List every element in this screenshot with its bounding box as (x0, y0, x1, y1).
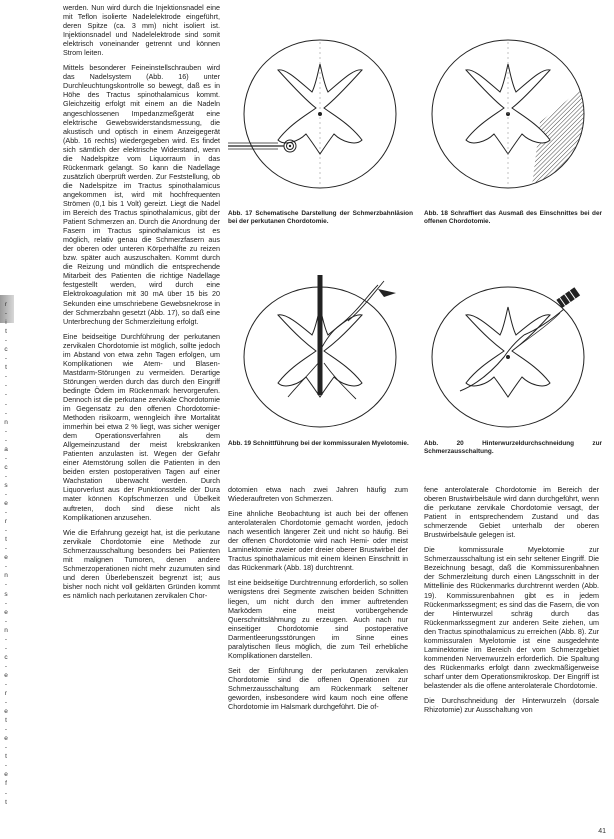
bleed-letter: - (4, 662, 8, 670)
spinal-cord-myelotomy-icon (228, 265, 410, 440)
bleed-letter: - (4, 472, 8, 480)
bleed-letter: - (4, 454, 8, 462)
bleed-letter: - (4, 509, 8, 517)
paragraph: werden. Nun wird durch die Injektionsnadel eine mit Teflon isolierte Nadelelektrode eingeführt, deren Spitze (ca. 3 mm) nicht isoliert ist. Injektionsnadel und Nadelelektrode sind somit elektrisch voneinander getrennt und können Strom leiten. (63, 3, 220, 58)
bleed-letter: n (4, 626, 8, 634)
bleed-letter: t (5, 798, 7, 806)
text-column-1 (63, 3, 220, 606)
bleed-letter: - (4, 762, 8, 770)
paragraph: Die Durchschneidung der Hinterwurzeln (dorsale Rhizotomie) zur Ausschaltung von (424, 696, 599, 715)
bleed-letter: e (4, 500, 8, 508)
bleed-letter: - (4, 490, 8, 498)
bleed-letter: r (4, 690, 8, 698)
bleed-letter: r (4, 301, 8, 308)
figure-20-caption: Abb. 20 Hinterwurzeldurchschneidung zur Schmerzausschaltung. (424, 440, 602, 455)
bleed-letter: t (5, 717, 7, 725)
paragraph: Eine beidseitige Durchführung der perkutanen zervikalen Chordotomie ist möglich, sollte jedoch im Abstand von etwa zehn Tagen erfolgen, um Komplikationen wie Atem- und Blasen-Mastdarm-Störungen zu vermeiden. Derartige Störungen werden durch das durch den Eingriff bedingte Ödem im Rückenmark hervorgerufen. Dennoch ist die perkutane zervikale Chordotomie im Gegensatz zu den offenen Chordotomie-Methoden risikoarm, wenngleich ihre Mortalität immerhin bei etwa 2 % liegt, was sicher weniger dem Operationsverfahren als dem Allgemeinzustand der meist krebskranken Patienten anzulasten ist. Wegen der Gefahr einer Atemstörung sollen die Patienten in den beiden ersten postoperativen Tagen auf einer Wachstation überwacht werden. Durch Liquorverlust aus der Punktionsstelle der Dura mater können Kopfschmerzen und Übelkeit auftreten, doch sind diese nicht als Komplikationen anzusehen. (63, 331, 221, 522)
figure-17 (228, 22, 410, 202)
bleed-letter: - (4, 617, 8, 625)
bleed-letter: - (4, 409, 8, 417)
bleed-letter: - (4, 400, 8, 408)
paragraph: dotomien etwa nach zwei Jahren häufig zum Wiederauftreten von Schmerzen. (228, 485, 408, 504)
bleed-letter: s (4, 481, 8, 489)
bleed-letter: - (4, 563, 8, 571)
bleed-letter: - (4, 391, 8, 399)
bleed-letter: e (4, 608, 8, 616)
figure-19-caption: Abb. 19 Schnittführung bei der kommissuralen Myelotomie. (228, 440, 409, 447)
bleed-letter: - (4, 726, 8, 734)
bleed-letter: c (4, 653, 8, 661)
bleed-letter: - (4, 355, 8, 363)
page-number: 41 (598, 828, 606, 835)
bleed-letter: - (4, 699, 8, 707)
figure-19 (228, 265, 410, 440)
bleed-letter: a (4, 445, 8, 453)
bleed-letter: i (5, 319, 7, 327)
bleed-letter: t (5, 753, 7, 761)
bleed-letter: - (4, 744, 8, 752)
text-column-3 (424, 485, 599, 720)
bleed-letter: t (5, 364, 7, 372)
figure-17-caption: Abb. 17 Schematische Darstellung der Schmerzbahnläsion bei der perkutanen Chordotomie. (228, 210, 413, 225)
bleed-letter: r (4, 518, 8, 526)
bleed-letter: s (4, 590, 8, 598)
bleed-letter: e (4, 708, 8, 716)
bleed-letter: - (4, 427, 8, 435)
bleed-letter: - (4, 635, 8, 643)
bleed-letter: e (4, 771, 8, 779)
bleed-letter: - (4, 545, 8, 553)
bleed-letter: - (4, 644, 8, 652)
bleed-letter: t (5, 328, 7, 336)
spinal-cord-cross-section-icon (228, 22, 410, 202)
bleed-letter: - (4, 789, 8, 797)
spinal-cord-rhizotomy-icon (420, 265, 602, 440)
paragraph: Ist eine beidseitige Durchtrennung erforderlich, so sollen wenigstens drei Segmente zwischen beiden Schnitten liegen, um nicht durch den immer auftretenden Marködem eine meist vorübergehende Querschnittslähmung zu erzeugen. Auch nach nur einseitiger Chordotomie sind postoperative Darmentleerungsstörungen im Sinne eines paralytischen Ileus möglich, die zum Teil erhebliche Komplikationen darstellen. (228, 578, 408, 660)
bleed-letter: c (4, 346, 8, 354)
bleed-letter: n (4, 572, 8, 580)
figure-18-caption: Abb. 18 Schraffiert das Ausmaß des Einschnittes bei der offenen Chordotomie. (424, 210, 602, 225)
paragraph: Die kommissurale Myelotomie zur Schmerzausschaltung ist ein sehr seltener Eingriff. Die Bezeichnung besagt, daß die Kommissurenbahnen der Schmerzleitung durch einen Längsschnitt in der Mittellinie des Rückenmarks durchtrennt werden (Abb. 19). Kommissurenbahnen gibt es in jedem Rückenmarkssegment; es sind das die Fasern, die von der Hinterwurzel schräg durch das Rückenmarkssegment zur anderen Seite ziehen, um den Tractus spinothalamicus zu erreichen (Abb. 8). Zur kommissuralen Myelotomie ist eine ausgedehnte Laminektomie im Bereich der vom Schmerzgebiet kommenden Nervenwurzeln erforderlich. Die Spaltung des Rückenmarks erfolgt dann zweckmäßigerweise scharf unter dem Operationsmikroskop. Der Eingriff ist belastender als die offene anterolaterale Chordotomie. (424, 545, 599, 690)
figure-20 (420, 265, 602, 440)
paragraph: Wie die Erfahrung gezeigt hat, ist die perkutane zervikale Chordotomie eine Methode zur Schmerzausschaltung besonders bei Patienten mit malignen Tumoren, denen andere Schmerzoperationen nicht mehr zuzumuten sind und deren Überlebenszeit begrenzt ist; aus bisher noch nicht voll geklärten Gründen kommt es nämlich nach perkutanen zervikalen Chor- (63, 527, 220, 600)
bleed-letter: n (4, 418, 8, 426)
bleed-letter: - (4, 680, 8, 688)
text-column-2 (228, 485, 408, 717)
bleed-letter: - (4, 373, 8, 381)
figure-18-hatched (420, 22, 600, 202)
bleed-letter: - (4, 581, 8, 589)
paragraph: Seit der Einführung der perkutanen zervikalen Chordotomie sind die offenen Operationen zur Schmerzausschaltung am Rückenmark seltener geworden, insbesondere wird kaum noch eine offene Chordotomie im Halsmark durchgeführt. Die of- (228, 665, 408, 712)
bleed-letter: - (4, 436, 8, 444)
bleed-letter: - (4, 382, 8, 390)
bleed-letter: e (4, 671, 8, 679)
bleed-letter: - (4, 337, 8, 345)
bleed-letter: - (4, 599, 8, 607)
bleed-letter: e (4, 554, 8, 562)
facing-page-bleed (0, 300, 12, 807)
paragraph: fene anterolaterale Chordotomie im Bereich der oberen Brustwirbelsäule wird dann durchgeführt, wenn die perkutane zervikale Chordotomie versagt, der Patient in entsprechendem Zustand und das schmerzende Gebiet unterhalb der oberen Brustwirbelsäule gelegen ist. (424, 485, 599, 540)
paragraph: Mittels besonderer Feineinstellschrauben wird das Nadelsystem (Abb. 16) unter Durchleuchtungskontrolle so bewegt, daß es in Höhe des Tractus spinothalamicus kommt. Gleichzeitig erfolgt mit einem an die Nadeln angeschlossenen Impedanzmeßgerät eine elektrische Gewebswiderstandsmessung, die akustisch und optisch in einem Anzeigegerät (Abb. 16 rechts) wiedergegeben wird. Es findet sich sämtlich der elektrische Widerstand, wenn die Nadelspitze vom Liquorraum in das Rückenmark gelangt. So kann die Nadellage zusätzlich überprüft werden. Zur Feststellung, ob die Nadelspitze im Tractus spinothalamicus angekommen ist, wird mit hochfrequenten Strömen (0,1 bis 1 Volt) gereizt. Liegt die Nadel im Bereich des Tractus spinothalamicus, gibt der Patient Schmerzen an. Durch die Anordnung der Fasern im Tractus spinothalamicus ist es möglich, relativ genau die Schmerzfasern aus der oberen oder unteren Körperhälfte zu reizen bzw. später auch auszuschalten. Kommt durch die Reizung und mündlich die entsprechende Mitarbeit des Patienten die richtige Nadellage festgestellt werden, wird durch eine Elektrokoagulation mit 30 mA über 15 bis 20 Sekunden eine umschriebene Gewebsnekrose in der Schmerzbahn gesetzt (Abb. 17), so daß eine Unterbrechung der Schmerzleitung erfolgt. (63, 63, 220, 326)
bleed-letter: c (4, 463, 8, 471)
spinal-cord-hatched-icon (420, 22, 600, 202)
bleed-letter: e (4, 735, 8, 743)
paragraph: Eine ähnliche Beobachtung ist auch bei der offenen anterolateralen Chordotomie gemacht worden, jedoch nach wesentlich längerer Zeit und nicht so häufig. Bei der offenen Chordotomie wird nach Hemi- oder meist Laminektomie zweier oder dreier oberer Brustwirbel der Tractus spinothalamicus mit einem kleinen Einschnitt in das Rückenmark (Abb. 18) durchtrennt. (228, 509, 408, 573)
bleed-letter: - (4, 527, 8, 535)
bleed-letter: - (4, 310, 8, 318)
bleed-letter: t (5, 536, 7, 544)
bleed-letter: f (5, 780, 7, 788)
